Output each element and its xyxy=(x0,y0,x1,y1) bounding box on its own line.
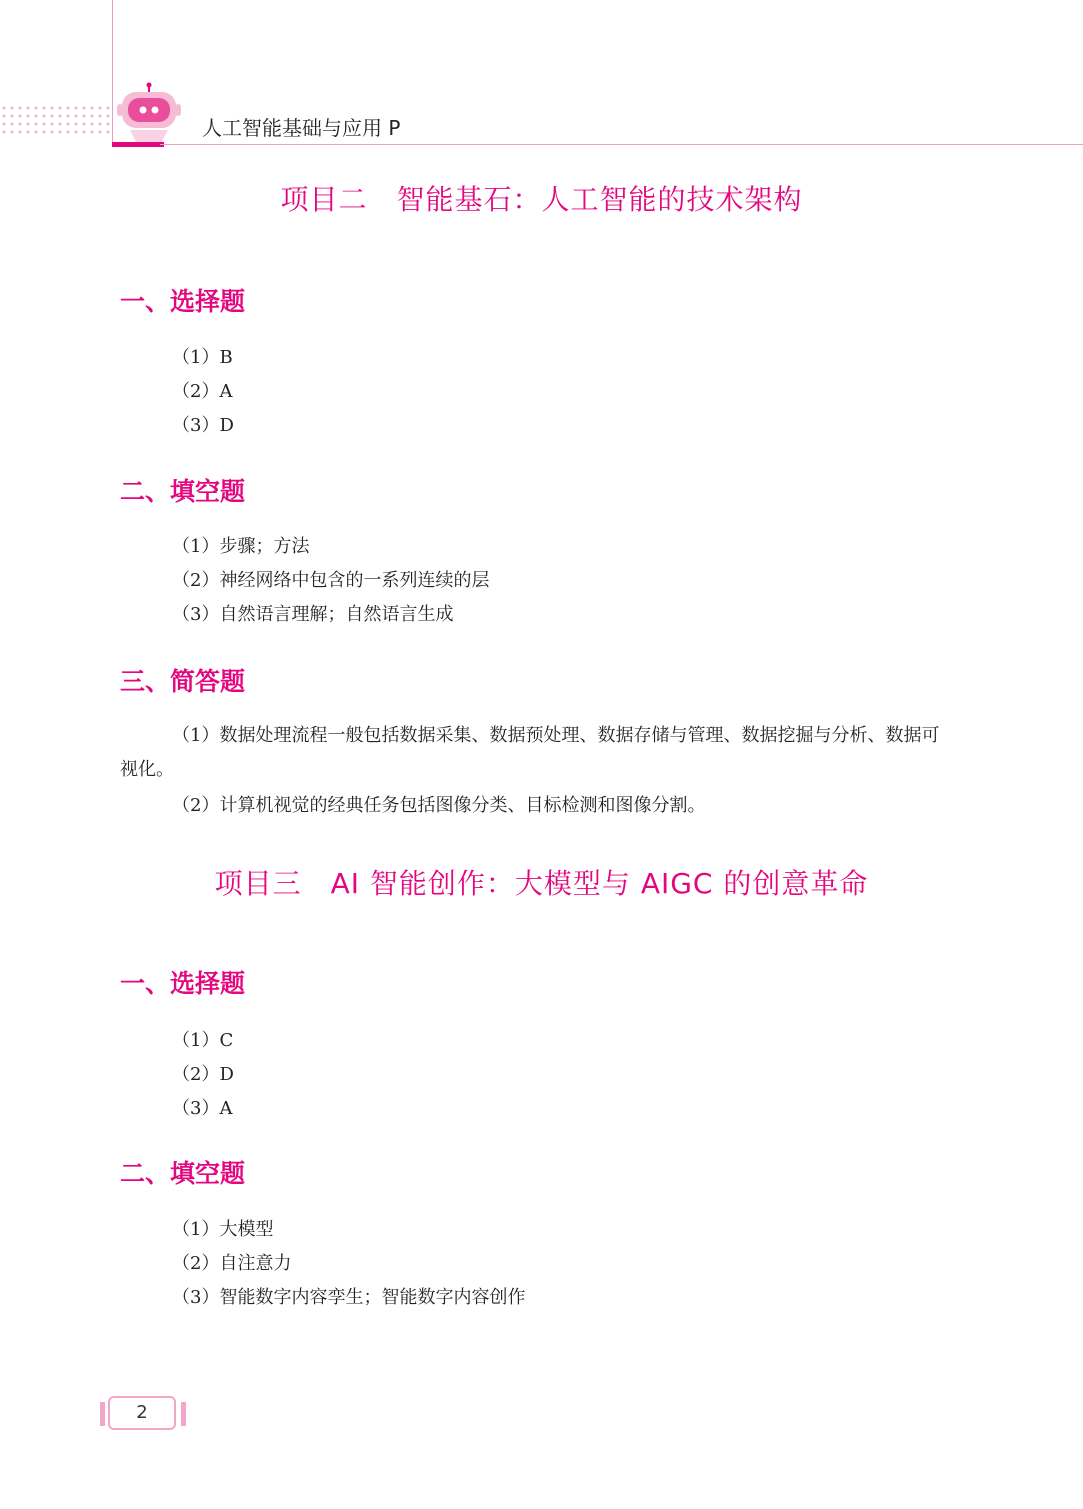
page-number: 2 xyxy=(108,1396,176,1430)
header-accent-bar xyxy=(112,142,164,147)
p3-s1-item1: （1）C xyxy=(172,1030,234,1051)
page-number-left-bar xyxy=(100,1402,105,1426)
p2-s3-paragraph2: （2）计算机视觉的经典任务包括图像分类、目标检测和图像分割。 xyxy=(172,795,706,816)
p2-s2-item2: （2）神经网络中包含的一系列连续的层 xyxy=(172,570,490,591)
page-number-right-bar xyxy=(181,1402,186,1426)
project3-title: 项目三 AI 智能创作：大模型与 AIGC 的创意革命 xyxy=(214,867,869,900)
p3-section1-title: 一、选择题 xyxy=(120,969,246,998)
robot-icon xyxy=(116,82,182,144)
p2-s2-item1: （1）步骤；方法 xyxy=(172,536,310,557)
header-title: 人工智能基础与应用 P xyxy=(202,116,401,140)
p2-section1-title: 一、选择题 xyxy=(120,287,246,316)
p3-section2-title: 二、填空题 xyxy=(120,1159,246,1188)
p2-s2-item3: （3）自然语言理解；自然语言生成 xyxy=(172,604,454,625)
p2-s1-item3: （3）D xyxy=(172,415,234,436)
p2-section3-title: 三、简答题 xyxy=(120,667,246,696)
p3-s2-item3: （3）智能数字内容孪生；智能数字内容创作 xyxy=(172,1287,526,1308)
p2-s3-paragraph1: （1）数据处理流程一般包括数据采集、数据预处理、数据存储与管理、数据挖掘与分析、数据可视化。 xyxy=(120,725,940,780)
project2-title: 项目二 智能基石：人工智能的技术架构 xyxy=(280,183,803,216)
header-vertical-line xyxy=(112,0,113,146)
p2-section2-title: 二、填空题 xyxy=(120,477,246,506)
p3-s1-item2: （2）D xyxy=(172,1064,234,1085)
p3-s1-item3: （3）A xyxy=(172,1098,233,1119)
p2-s1-item1: （1）B xyxy=(172,347,233,368)
p2-s1-item2: （2）A xyxy=(172,381,233,402)
p3-s2-item1: （1）大模型 xyxy=(172,1219,274,1240)
header-dot-pattern xyxy=(0,104,110,134)
p3-s2-item2: （2）自注意力 xyxy=(172,1253,292,1274)
header-rule xyxy=(160,144,1083,145)
